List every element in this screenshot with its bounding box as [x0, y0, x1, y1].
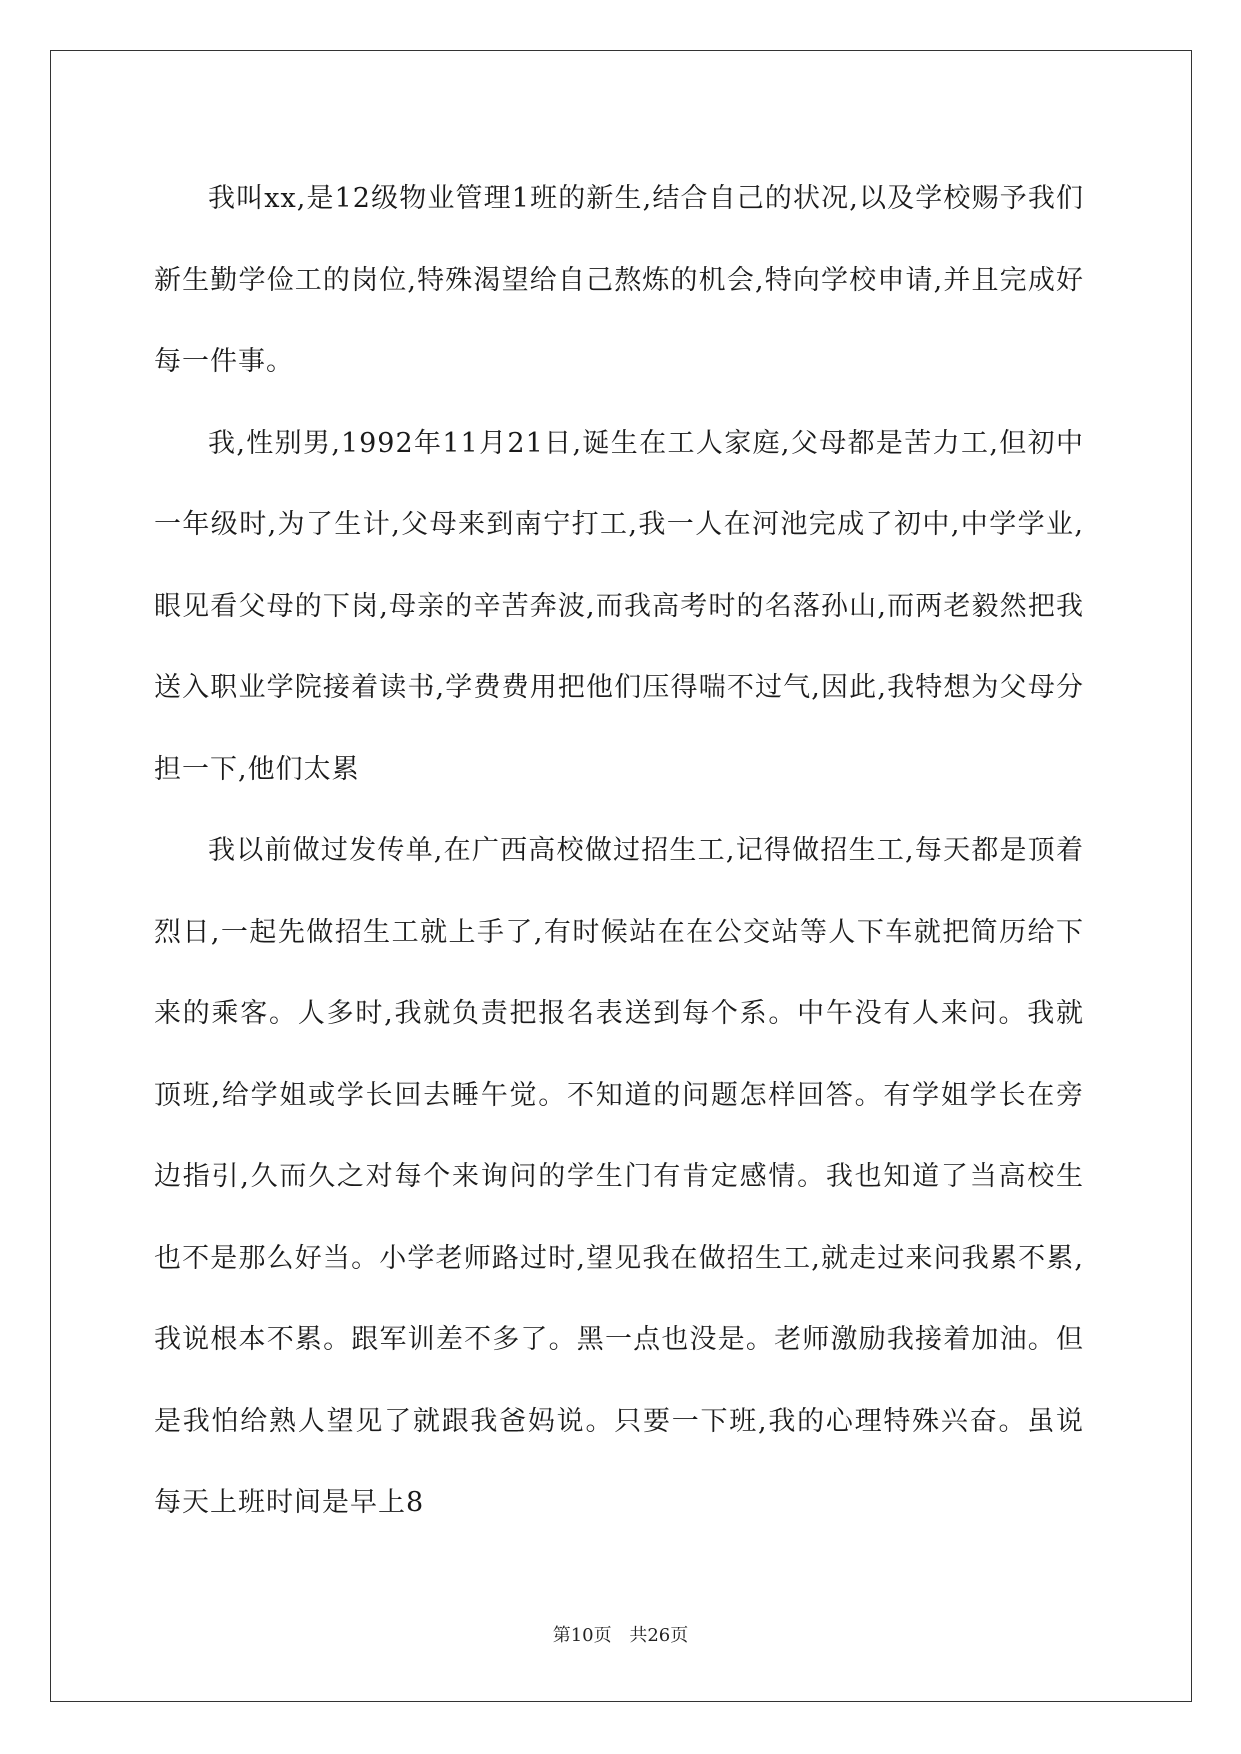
paragraph-1: 我叫xx,是12级物业管理1班的新生,结合自己的状况,以及学校赐予我们新生勤学俭工的岗位,特殊渴望给自己熬炼的机会,特向学校申请,并且完成好每一件事。: [154, 183, 1084, 377]
page-footer: [0, 1621, 1241, 1647]
paragraph-2: 我,性别男,1992年11月21日,诞生在工人家庭,父母都是苦力工,但初中一年级时,为了生计,父母来到南宁打工,我一人在河池完成了初中,中学学业,眼见看父母的下岗,母亲的辛苦奔波,而我高考时的名落孙山,而两老毅然把我送入职业学院接着读书,学费费用把他们压得喘不过气,因此,我特想为父母分担一下,他们太累: [154, 427, 1084, 785]
paragraph-3: 我以前做过发传单,在广西高校做过招生工,记得做招生工,每天都是顶着烈日,一起先做招生工就上手了,有时候站在在公交站等人下车就把简历给下来的乘客。人多时,我就负责把报名表送到每个系。中午没有人来问。我就顶班,给学姐或学长回去睡午觉。不知道的问题怎样回答。有学姐学长在旁边指引,久而久之对每个来询问的学生门有肯定感情。我也知道了当高校生也不是那么好当。小学老师路过时,望见我在做招生工,就走过来问我累不累,我说根本不累。跟军训差不多了。黑一点也没是。老师激励我接着加油。但是我怕给熟人望见了就跟我爸妈说。只要一下班,我的心理特殊兴奋。虽说每天上班时间是早上8: [154, 835, 1084, 1518]
page-number-current: 第10页: [552, 1625, 612, 1646]
document-body: [154, 158, 1084, 1544]
page-number-total: 共26页: [629, 1625, 689, 1646]
